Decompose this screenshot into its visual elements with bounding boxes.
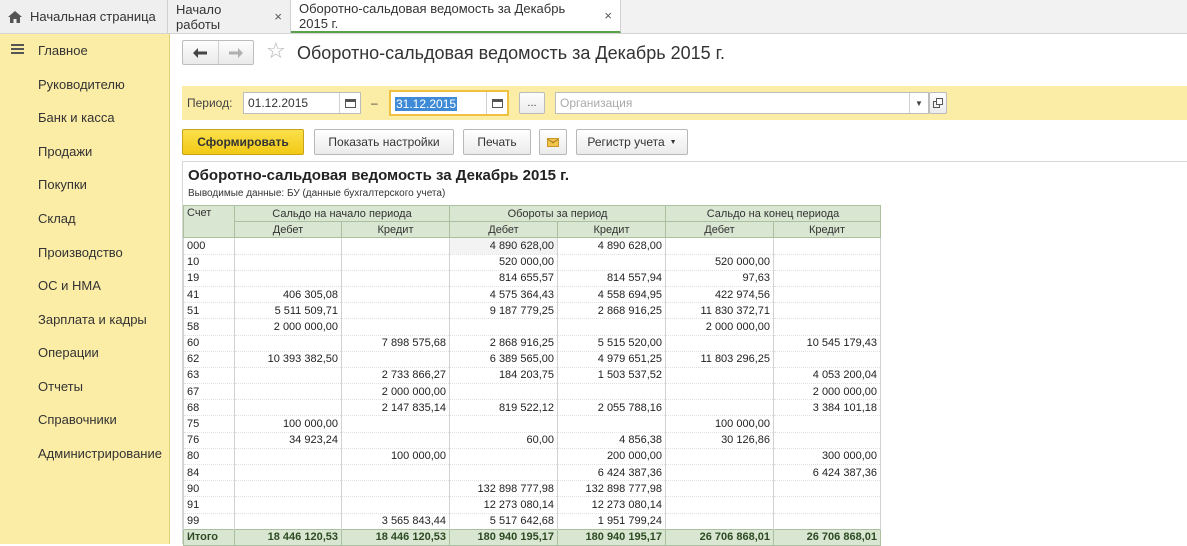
open-icon [933, 98, 943, 108]
col-closing-balance: Сальдо на конец периода [666, 206, 881, 222]
table-row[interactable] [184, 384, 881, 400]
account-cell: 60 [184, 335, 235, 351]
closing-debit-cell [666, 400, 774, 416]
closing-credit-cell [774, 351, 881, 367]
opening-debit-cell [235, 465, 342, 481]
closing-credit-cell [774, 238, 881, 254]
table-row[interactable] [184, 335, 881, 351]
total-label: Итого [184, 529, 235, 545]
turnover-credit-cell: 814 557,94 [558, 270, 666, 286]
opening-debit-cell: 34 923,24 [235, 432, 342, 448]
account-cell: 80 [184, 448, 235, 464]
register-button[interactable] [576, 129, 688, 155]
turnover-credit-cell: 6 424 387,36 [558, 465, 666, 481]
total-row [184, 529, 881, 545]
page-title: Оборотно-сальдовая ведомость за Декабрь 2015 г. [297, 43, 726, 63]
opening-credit-cell: 100 000,00 [342, 448, 450, 464]
closing-debit-cell [666, 497, 774, 513]
account-cell: 68 [184, 400, 235, 416]
account-cell: 19 [184, 270, 235, 286]
chevron-down-icon: ▼ [669, 138, 677, 146]
turnover-debit-cell: 4 575 364,43 [450, 286, 558, 302]
opening-credit-cell: 2 000 000,00 [342, 384, 450, 400]
closing-credit-cell: 2 000 000,00 [774, 384, 881, 400]
total-turnover-credit-cell: 180 940 195,17 [558, 529, 666, 545]
choose-period-button[interactable]: ... [519, 92, 545, 114]
col-account: Счет [184, 206, 235, 238]
opening-credit-cell: 7 898 575,68 [342, 335, 450, 351]
turnover-debit-cell [450, 319, 558, 335]
turnover-credit-cell: 200 000,00 [558, 448, 666, 464]
table-row[interactable] [184, 319, 881, 335]
generate-button[interactable]: Сформировать [182, 129, 304, 155]
turnover-debit-cell [450, 416, 558, 432]
turnover-credit-cell: 1 503 537,52 [558, 367, 666, 383]
turnover-debit-cell: 819 522,12 [450, 400, 558, 416]
account-cell: 10 [184, 254, 235, 270]
table-row[interactable] [184, 286, 881, 302]
tab-home[interactable] [0, 0, 168, 33]
show-settings-button[interactable]: Показать настройки [314, 129, 454, 155]
turnover-credit-cell: 4 890 628,00 [558, 238, 666, 254]
col-opening-balance: Сальдо на начало периода [235, 206, 450, 222]
date-from-field[interactable] [243, 92, 361, 114]
turnover-credit-cell: 2 055 788,16 [558, 400, 666, 416]
table-row[interactable] [184, 270, 881, 286]
opening-debit-cell: 406 305,08 [235, 286, 342, 302]
turnover-debit-cell [450, 448, 558, 464]
turnover-credit-cell [558, 319, 666, 335]
back-button[interactable] [183, 41, 218, 64]
opening-credit-cell [342, 481, 450, 497]
account-cell: 51 [184, 303, 235, 319]
opening-credit-cell [342, 238, 450, 254]
tab-report[interactable] [291, 0, 621, 33]
turnover-debit-cell: 520 000,00 [450, 254, 558, 270]
closing-credit-cell [774, 319, 881, 335]
date-from-value: 01.12.2015 [248, 96, 309, 110]
total-closing-debit-cell: 26 706 868,01 [666, 529, 774, 545]
table-row[interactable] [184, 481, 881, 497]
report-subtitle-value: БУ (данные бухгалтерского учета) [286, 188, 446, 199]
tab-start-label: Начало работы [176, 1, 222, 32]
params-bar [182, 86, 1187, 120]
closing-debit-cell: 11 803 296,25 [666, 351, 774, 367]
opening-debit-cell [235, 497, 342, 513]
opening-credit-cell: 2 733 866,27 [342, 367, 450, 383]
closing-debit-cell: 422 974,56 [666, 286, 774, 302]
account-cell: 62 [184, 351, 235, 367]
closing-credit-cell [774, 481, 881, 497]
turnover-debit-cell: 132 898 777,98 [450, 481, 558, 497]
turnover-credit-cell: 12 273 080,14 [558, 497, 666, 513]
account-cell: 84 [184, 465, 235, 481]
turnover-debit-cell: 9 187 779,25 [450, 303, 558, 319]
opening-credit-cell [342, 432, 450, 448]
table-row[interactable] [184, 254, 881, 270]
sidebar [0, 34, 170, 544]
sidebar-item-directories[interactable]: Справочники [38, 412, 117, 427]
opening-credit-cell [342, 351, 450, 367]
closing-credit-cell [774, 513, 881, 529]
calendar-icon[interactable] [339, 93, 360, 113]
table-row[interactable] [184, 448, 881, 464]
table-row[interactable] [184, 238, 881, 254]
closing-credit-cell [774, 286, 881, 302]
col-closing-credit: Кредит [774, 222, 881, 238]
closing-debit-cell [666, 481, 774, 497]
tab-bar [0, 0, 1187, 34]
date-to-field[interactable] [389, 90, 509, 116]
turnover-credit-cell [558, 384, 666, 400]
turnover-credit-cell [558, 254, 666, 270]
turnover-debit-cell: 4 890 628,00 [450, 238, 558, 254]
closing-debit-cell: 11 830 372,71 [666, 303, 774, 319]
opening-debit-cell [235, 448, 342, 464]
account-cell: 99 [184, 513, 235, 529]
closing-credit-cell [774, 270, 881, 286]
opening-credit-cell [342, 465, 450, 481]
sidebar-item-purchases[interactable]: Покупки [38, 177, 87, 192]
email-button[interactable] [539, 129, 567, 155]
closing-credit-cell: 3 384 101,18 [774, 400, 881, 416]
home-icon [8, 11, 22, 23]
col-turnover: Обороты за период [450, 206, 666, 222]
turnover-credit-cell: 2 868 916,25 [558, 303, 666, 319]
report-subtitle-label: Выводимые данные: [188, 188, 285, 199]
forward-button[interactable] [218, 41, 254, 64]
opening-debit-cell: 10 393 382,50 [235, 351, 342, 367]
table-row[interactable] [184, 400, 881, 416]
col-turnover-credit: Кредит [558, 222, 666, 238]
table-row[interactable] [184, 303, 881, 319]
closing-debit-cell: 30 126,86 [666, 432, 774, 448]
date-to-value: 31.12.2015 [396, 97, 457, 111]
closing-credit-cell [774, 432, 881, 448]
closing-debit-cell: 100 000,00 [666, 416, 774, 432]
account-cell: 75 [184, 416, 235, 432]
close-icon[interactable]: × [604, 8, 612, 23]
sidebar-item-director[interactable]: Руководителю [38, 77, 125, 92]
turnover-debit-cell: 5 517 642,68 [450, 513, 558, 529]
tab-report-label: Оборотно-сальдовая ведомость за Декабрь 2015 г. [299, 0, 566, 31]
opening-debit-cell: 100 000,00 [235, 416, 342, 432]
opening-debit-cell [235, 367, 342, 383]
sidebar-item-bank[interactable]: Банк и касса [38, 110, 115, 125]
period-dash: – [371, 96, 378, 110]
report-subtitle [188, 188, 445, 199]
closing-debit-cell: 520 000,00 [666, 254, 774, 270]
opening-debit-cell [235, 513, 342, 529]
arrow-right-icon [229, 48, 243, 58]
turnover-debit-cell: 6 389 565,00 [450, 351, 558, 367]
turnover-debit-cell: 814 655,57 [450, 270, 558, 286]
register-label: Регистр учета [587, 135, 665, 149]
closing-debit-cell [666, 335, 774, 351]
table-row[interactable] [184, 432, 881, 448]
closing-credit-cell: 10 545 179,43 [774, 335, 881, 351]
report-area [182, 161, 1187, 544]
sidebar-item-warehouse[interactable]: Склад [38, 211, 76, 226]
report-title: Оборотно-сальдовая ведомость за Декабрь 2015 г. [188, 167, 570, 184]
closing-credit-cell: 300 000,00 [774, 448, 881, 464]
opening-credit-cell [342, 319, 450, 335]
opening-debit-cell [235, 400, 342, 416]
tab-start[interactable] [168, 0, 291, 33]
opening-debit-cell [235, 238, 342, 254]
turnover-credit-cell: 132 898 777,98 [558, 481, 666, 497]
envelope-icon [547, 138, 559, 147]
closing-debit-cell: 2 000 000,00 [666, 319, 774, 335]
turnover-credit-cell: 4 979 651,25 [558, 351, 666, 367]
favorite-star-icon[interactable]: ☆ [266, 38, 286, 63]
closing-debit-cell [666, 238, 774, 254]
closing-debit-cell [666, 367, 774, 383]
turnover-credit-cell: 4 558 694,95 [558, 286, 666, 302]
closing-credit-cell [774, 254, 881, 270]
sidebar-item-main[interactable]: Главное [38, 43, 88, 58]
close-icon[interactable]: × [274, 9, 282, 24]
chevron-down-icon[interactable]: ▼ [909, 93, 928, 113]
account-cell: 63 [184, 367, 235, 383]
total-closing-credit-cell: 26 706 868,01 [774, 529, 881, 545]
opening-debit-cell [235, 270, 342, 286]
turnover-debit-cell: 12 273 080,14 [450, 497, 558, 513]
opening-credit-cell: 3 565 843,44 [342, 513, 450, 529]
closing-credit-cell: 6 424 387,36 [774, 465, 881, 481]
table-row[interactable] [184, 367, 881, 383]
opening-credit-cell [342, 497, 450, 513]
table-row[interactable] [184, 497, 881, 513]
opening-credit-cell: 2 147 835,14 [342, 400, 450, 416]
col-closing-debit: Дебет [666, 222, 774, 238]
turnover-debit-cell [450, 384, 558, 400]
table-row[interactable] [184, 465, 881, 481]
turnover-debit-cell [450, 465, 558, 481]
sidebar-item-fixed-assets[interactable]: ОС и НМА [38, 278, 101, 293]
col-opening-credit: Кредит [342, 222, 450, 238]
tab-home-label: Начальная страница [30, 9, 156, 24]
closing-credit-cell [774, 497, 881, 513]
turnover-credit-cell [558, 416, 666, 432]
account-cell: 000 [184, 238, 235, 254]
menu-icon [11, 44, 24, 55]
open-organization-button[interactable] [929, 92, 947, 114]
table-row[interactable] [184, 513, 881, 529]
table-row[interactable] [184, 351, 881, 367]
account-cell: 91 [184, 497, 235, 513]
organization-field[interactable] [555, 92, 929, 114]
period-label: Период: [187, 96, 233, 110]
opening-debit-cell: 2 000 000,00 [235, 319, 342, 335]
closing-debit-cell [666, 513, 774, 529]
turnover-debit-cell: 60,00 [450, 432, 558, 448]
closing-credit-cell [774, 303, 881, 319]
closing-credit-cell [774, 416, 881, 432]
sidebar-item-payroll[interactable]: Зарплата и кадры [38, 312, 147, 327]
opening-debit-cell [235, 384, 342, 400]
turnover-credit-cell: 5 515 520,00 [558, 335, 666, 351]
turnover-credit-cell: 1 951 799,24 [558, 513, 666, 529]
account-cell: 67 [184, 384, 235, 400]
sidebar-item-reports[interactable]: Отчеты [38, 379, 83, 394]
opening-debit-cell: 5 511 509,71 [235, 303, 342, 319]
history-nav [182, 40, 254, 65]
table-row[interactable] [184, 416, 881, 432]
closing-debit-cell: 97,63 [666, 270, 774, 286]
total-opening-debit-cell: 18 446 120,53 [235, 529, 342, 545]
sidebar-item-production[interactable]: Производство [38, 245, 123, 260]
account-cell: 90 [184, 481, 235, 497]
total-opening-credit-cell: 18 446 120,53 [342, 529, 450, 545]
closing-credit-cell: 4 053 200,04 [774, 367, 881, 383]
col-turnover-debit: Дебет [450, 222, 558, 238]
turnover-debit-cell: 184 203,75 [450, 367, 558, 383]
opening-credit-cell [342, 254, 450, 270]
turnover-balance-table [183, 205, 881, 546]
total-turnover-debit-cell: 180 940 195,17 [450, 529, 558, 545]
opening-credit-cell [342, 270, 450, 286]
turnover-credit-cell: 4 856,38 [558, 432, 666, 448]
opening-credit-cell [342, 416, 450, 432]
closing-debit-cell [666, 465, 774, 481]
opening-debit-cell [235, 481, 342, 497]
account-cell: 76 [184, 432, 235, 448]
opening-credit-cell [342, 286, 450, 302]
closing-debit-cell [666, 384, 774, 400]
arrow-left-icon [193, 48, 207, 58]
closing-debit-cell [666, 448, 774, 464]
organization-placeholder: Организация [560, 96, 633, 110]
account-cell: 58 [184, 319, 235, 335]
sidebar-item-sales[interactable]: Продажи [38, 144, 93, 159]
opening-debit-cell [235, 254, 342, 270]
turnover-debit-cell: 2 868 916,25 [450, 335, 558, 351]
opening-debit-cell [235, 335, 342, 351]
col-opening-debit: Дебет [235, 222, 342, 238]
account-cell: 41 [184, 286, 235, 302]
sidebar-item-administration[interactable]: Администрирование [38, 446, 162, 461]
calendar-icon[interactable] [486, 92, 507, 114]
sidebar-item-operations[interactable]: Операции [38, 345, 99, 360]
opening-credit-cell [342, 303, 450, 319]
print-button[interactable]: Печать [463, 129, 531, 155]
